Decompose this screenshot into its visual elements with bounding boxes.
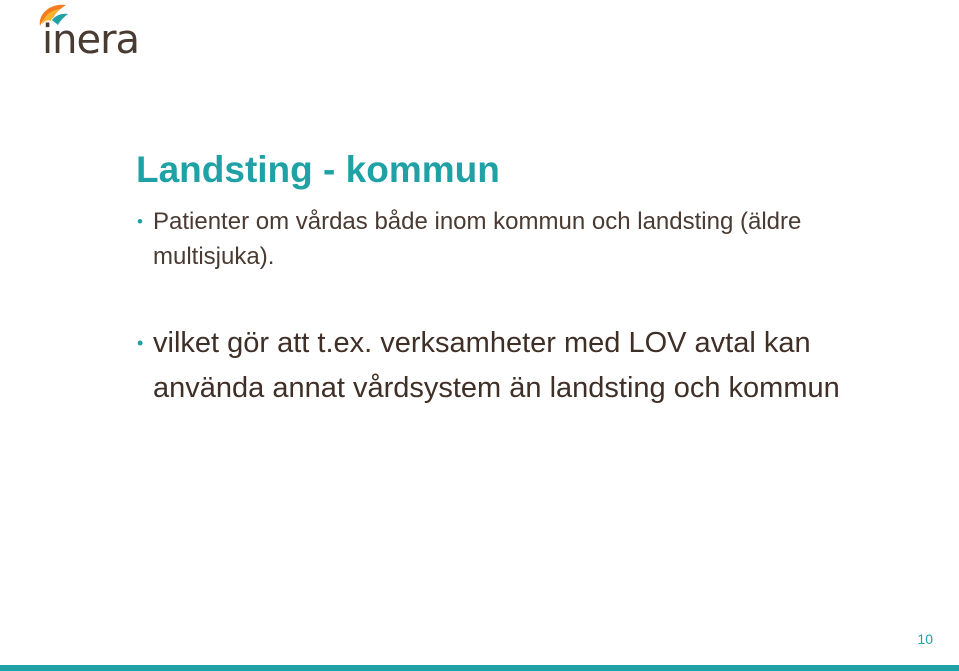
footer-bar — [0, 665, 959, 671]
inera-logo — [36, 2, 146, 62]
list-item — [136, 204, 916, 274]
inera-logo-text: inera — [42, 17, 140, 63]
list-item — [136, 321, 916, 411]
slide-title: Landsting - kommun — [136, 149, 500, 190]
bullet-text: Patienter om vårdas både inom kommun och landsting (äldre multisjuka). — [153, 208, 802, 270]
bullet-text: vilket gör att t.ex. verksamheter med LOV avtal kan använda annat vårdsystem än landsting och kommun — [153, 327, 840, 404]
bullet-list — [136, 204, 916, 411]
bullet-dot-icon: • — [137, 333, 144, 353]
page-number: 10 — [917, 631, 933, 647]
bullet-dot-icon: • — [137, 212, 143, 231]
